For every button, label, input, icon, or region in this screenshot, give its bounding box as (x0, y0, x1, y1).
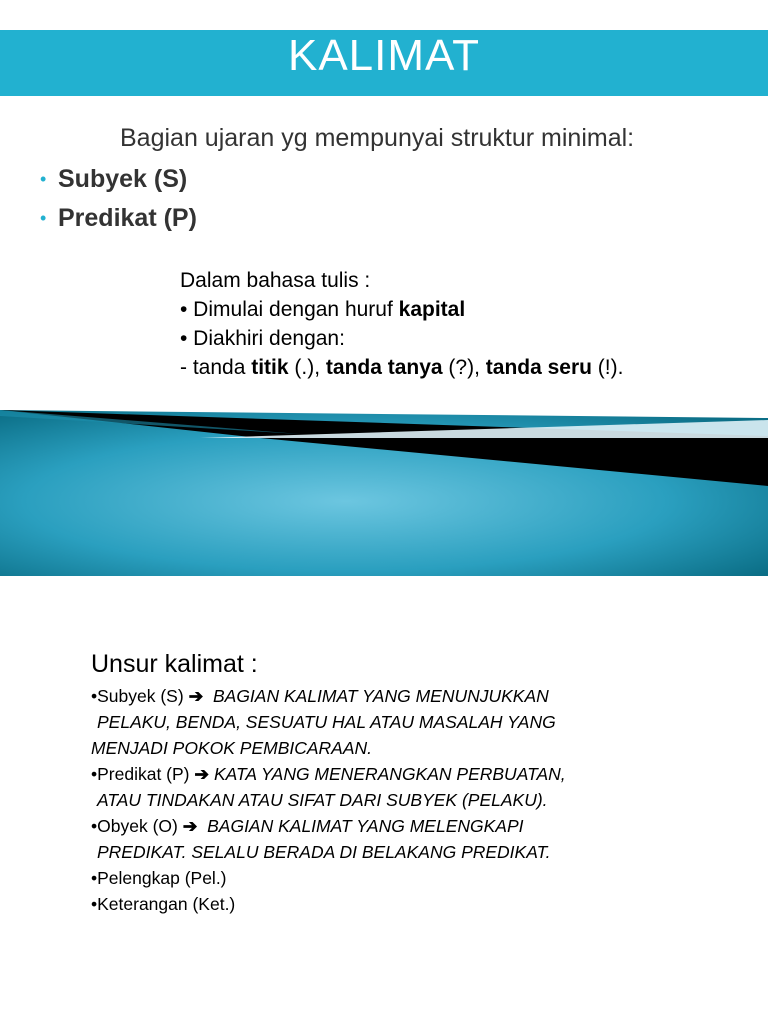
bullet-dot-icon: • (40, 208, 47, 228)
rule-punctuation (180, 353, 623, 382)
arrow-right-icon: ➔ (188, 686, 204, 706)
list-item (91, 761, 566, 787)
rule-text: • Dimulai dengan huruf (180, 298, 399, 321)
rule-capital (180, 295, 623, 324)
rule-emphasis: kapital (398, 298, 466, 321)
definition-continuation: PREDIKAT. SELALU BERADA DI BELAKANG PREDIKAT. (97, 842, 551, 862)
list-item: •Pelengkap (Pel.) (91, 868, 227, 888)
rule-emphasis: titik (251, 356, 289, 379)
bullet-label: Subyek (S) (58, 165, 188, 193)
list-item (91, 813, 566, 839)
element-list (91, 683, 566, 917)
rule-text: (!). (591, 356, 624, 379)
rule-text: - tanda (180, 356, 252, 379)
arrow-right-icon: ➔ (194, 764, 210, 784)
intro-text: Bagian ujaran yg mempunyai struktur minimal: (120, 124, 635, 152)
item-term: •Subyek (S) (91, 686, 189, 706)
rule-ending: • Diakhiri dengan: (180, 327, 345, 350)
rule-text: (?), (442, 356, 486, 379)
slide-unsur-kalimat (0, 576, 768, 1024)
bullet-label: Predikat (P) (58, 204, 197, 232)
rule-text: (.), (288, 356, 326, 379)
definition-continuation: PELAKU, BENDA, SESUATU HAL ATAU MASALAH YANG (97, 712, 556, 732)
bullet-item (40, 199, 197, 238)
decorative-wave (0, 410, 768, 576)
list-item (91, 683, 566, 709)
bullet-item (40, 160, 197, 199)
item-term: •Obyek (O) (91, 816, 183, 836)
definition-continuation: MENJADI POKOK PEMBICARAAN. (91, 738, 373, 758)
definition-text: BAGIAN KALIMAT YANG MENUNJUKKAN (212, 686, 549, 706)
item-term: •Predikat (P) (91, 764, 195, 784)
written-language-rules (180, 266, 623, 382)
list-item: •Keterangan (Ket.) (91, 894, 236, 914)
definition-continuation: ATAU TINDAKAN ATAU SIFAT DARI SUBYEK (PELAKU). (97, 790, 548, 810)
item-definition (203, 686, 549, 706)
bullet-dot-icon: • (40, 169, 47, 189)
item-definition (197, 816, 523, 836)
arrow-right-icon: ➔ (182, 816, 198, 836)
rules-heading: Dalam bahasa tulis : (180, 269, 371, 292)
rule-emphasis: tanda tanya (325, 356, 443, 379)
rule-emphasis: tanda seru (485, 356, 592, 379)
slide-title: KALIMAT (287, 31, 480, 80)
bullet-list (40, 160, 197, 238)
item-definition (209, 764, 566, 784)
definition-text: KATA YANG MENERANGKAN PERBUATAN, (213, 764, 566, 784)
section-heading: Unsur kalimat : (91, 650, 258, 678)
definition-text: BAGIAN KALIMAT YANG MELENGKAPI (207, 816, 524, 836)
